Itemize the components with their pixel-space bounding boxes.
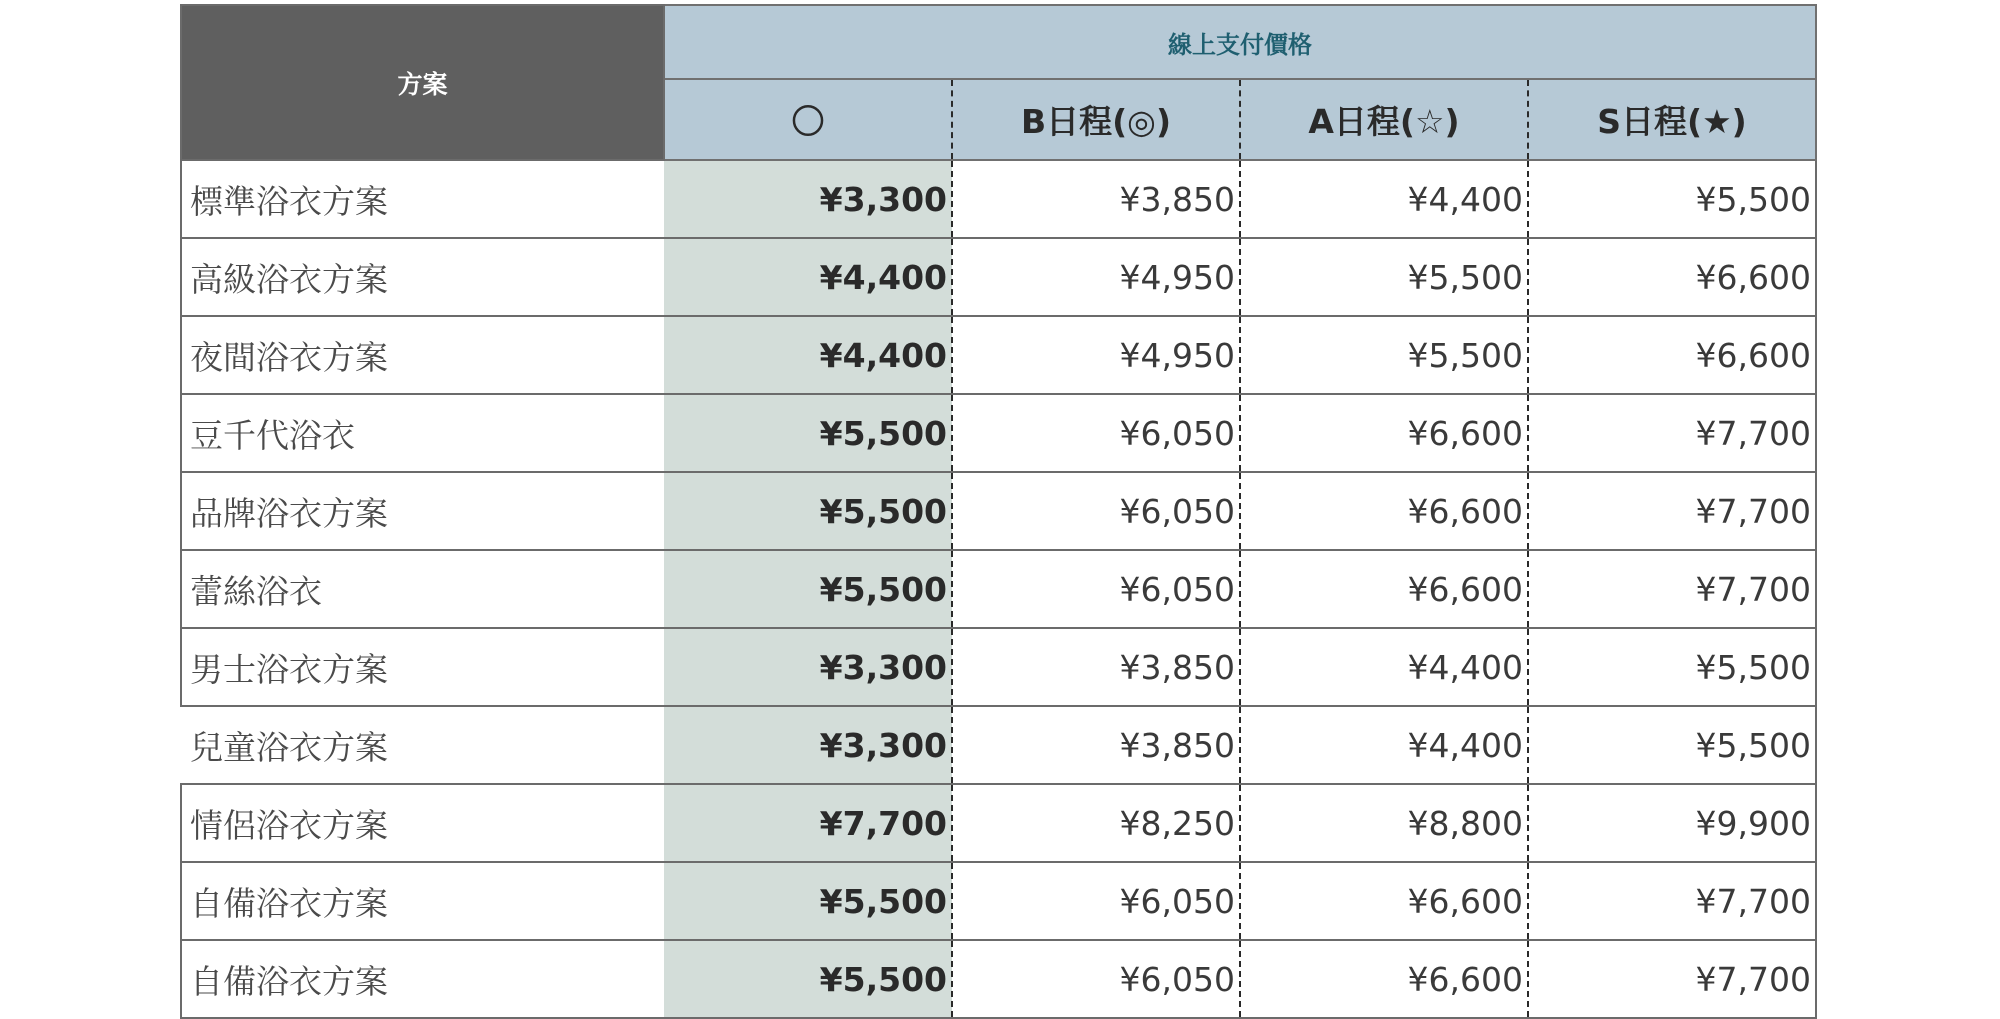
plan-name: 品牌浴衣方案 [181,472,664,550]
table-row [181,940,1816,1018]
column-header-a-schedule: A日程(☆) [1240,79,1528,160]
column-header-b-schedule: B日程(◎) [952,79,1240,160]
price-cell: ¥4,950 [952,238,1240,316]
plan-column-header: 方案 [181,5,664,160]
price-cell: ¥5,500 [1240,238,1528,316]
price-cell: ¥4,400 [664,316,952,394]
table-row [181,394,1816,472]
plan-name: 標準浴衣方案 [181,160,664,238]
price-cell: ¥4,400 [664,238,952,316]
plan-name: 情侶浴衣方案 [181,784,664,862]
plan-name: 豆千代浴衣 [181,394,664,472]
price-cell: ¥5,500 [664,940,952,1018]
plan-name: 男士浴衣方案 [181,628,664,706]
table-row [181,784,1816,862]
price-cell: ¥8,800 [1240,784,1528,862]
table-row [181,472,1816,550]
price-cell: ¥5,500 [1528,706,1816,784]
header-row-group [181,5,1816,79]
price-cell: ¥7,700 [1528,394,1816,472]
price-table-container [180,4,1815,1019]
table-row [181,238,1816,316]
table-row [181,160,1816,238]
price-cell: ¥3,300 [664,628,952,706]
price-cell: ¥6,600 [1240,550,1528,628]
price-cell: ¥4,950 [952,316,1240,394]
plan-name: 自備浴衣方案 [181,940,664,1018]
price-cell: ¥6,600 [1528,316,1816,394]
price-cell: ¥6,050 [952,940,1240,1018]
price-cell: ¥5,500 [1240,316,1528,394]
price-cell: ¥5,500 [664,862,952,940]
price-cell: ¥7,700 [1528,472,1816,550]
plan-name: 自備浴衣方案 [181,862,664,940]
table-row [181,550,1816,628]
price-cell: ¥8,250 [952,784,1240,862]
plan-name: 蕾絲浴衣 [181,550,664,628]
price-cell: ¥4,400 [1240,628,1528,706]
price-cell: ¥6,050 [952,550,1240,628]
online-payment-price-header: 線上支付價格 [664,5,1816,79]
price-cell: ¥6,600 [1240,862,1528,940]
price-cell: ¥4,400 [1240,706,1528,784]
table-row [181,316,1816,394]
plan-name: 高級浴衣方案 [181,238,664,316]
price-cell: ¥6,050 [952,862,1240,940]
plan-name: 兒童浴衣方案 [181,706,664,784]
price-cell: ¥7,700 [664,784,952,862]
price-cell: ¥6,050 [952,394,1240,472]
price-cell: ¥5,500 [1528,160,1816,238]
price-cell: ¥9,900 [1528,784,1816,862]
price-cell: ¥3,300 [664,160,952,238]
column-header-standard: 〇 [664,79,952,160]
table-row [181,628,1816,706]
price-cell: ¥3,300 [664,706,952,784]
price-cell: ¥6,600 [1240,394,1528,472]
price-cell: ¥4,400 [1240,160,1528,238]
price-cell: ¥3,850 [952,628,1240,706]
price-cell: ¥3,850 [952,160,1240,238]
price-cell: ¥6,050 [952,472,1240,550]
price-cell: ¥5,500 [664,394,952,472]
price-cell: ¥5,500 [664,550,952,628]
price-cell: ¥6,600 [1240,940,1528,1018]
price-cell: ¥7,700 [1528,550,1816,628]
price-cell: ¥6,600 [1528,238,1816,316]
price-cell: ¥7,700 [1528,940,1816,1018]
price-cell: ¥5,500 [664,472,952,550]
price-cell: ¥7,700 [1528,862,1816,940]
table-row [181,862,1816,940]
price-cell: ¥3,850 [952,706,1240,784]
table-row [181,706,1816,784]
price-cell: ¥6,600 [1240,472,1528,550]
plan-name: 夜間浴衣方案 [181,316,664,394]
price-table [180,4,1817,1019]
column-header-s-schedule: S日程(★) [1528,79,1816,160]
price-cell: ¥5,500 [1528,628,1816,706]
